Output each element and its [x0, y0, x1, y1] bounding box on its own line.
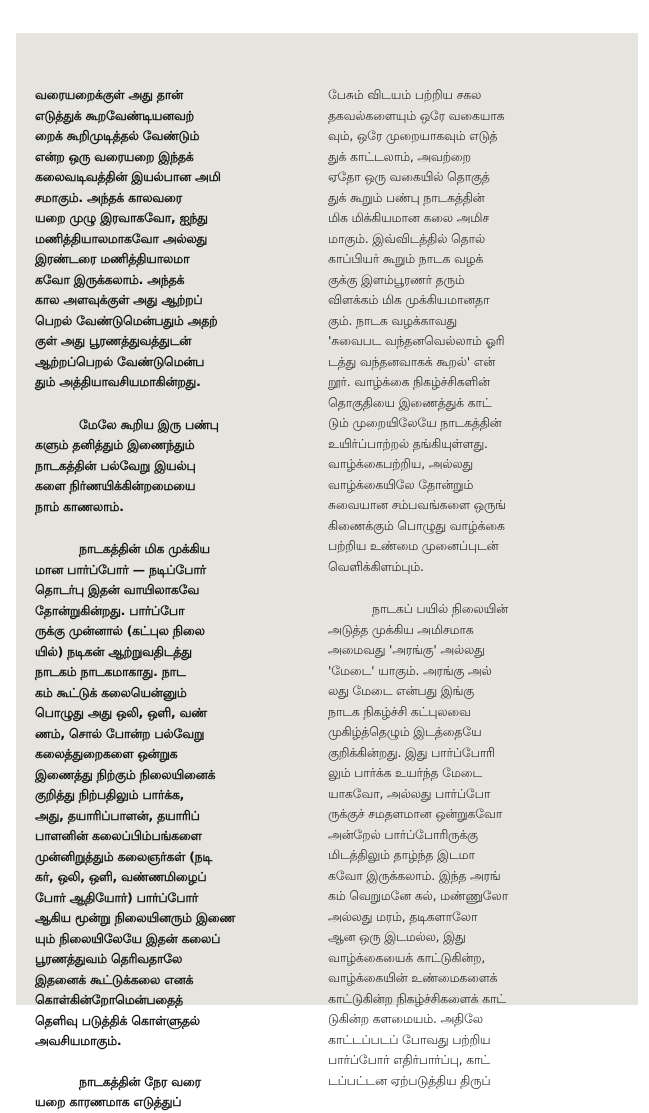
- text-line: லது மேடை என்பது இங்கு: [328, 683, 474, 698]
- text-line: நாடகப் பயில் நிலையின்: [372, 601, 508, 616]
- text-line: காட்டப்படப் போவது பற்றிய: [328, 1031, 491, 1047]
- text-line: லும் பார்க்க உயர்ந்த மேடை: [328, 765, 483, 780]
- text-line: டுகின்ற களமையம். அதிலே: [328, 1011, 483, 1026]
- text-line: கவோ இருக்கலாம். இந்த அரங்: [328, 867, 501, 883]
- paragraph-subject-info: [328, 85, 616, 577]
- text-line: ஆற்றப்பெறல் வேண்டுமென்ப: [35, 353, 205, 369]
- text-line: நாடகத்தின் பல்வேறு இயல்பு: [35, 457, 196, 473]
- text-line: யறை காரணமாக எடுத்துப்: [35, 1094, 182, 1109]
- text-line: 'சுவைபட வந்தனவெல்லாம் ஓரி: [328, 333, 505, 348]
- text-line: கும். நாடக வழக்காவது: [328, 312, 457, 328]
- paragraph-gap: [35, 1052, 307, 1072]
- text-line: மாகும். இவ்விடத்தில் தொல்: [328, 230, 486, 246]
- text-line: மேலே கூறிய இரு பண்பு: [79, 416, 219, 432]
- text-line: வாழ்க்கையிலே தோன்றும்: [328, 476, 474, 492]
- text-line: டத்து வந்தனவாகக் கூறல்' என்: [328, 353, 496, 369]
- text-line: யறை முழு இரவாகவோ, ஐந்து: [35, 210, 208, 225]
- text-line: அல்லது மரம், தடிகளாலோ: [328, 908, 478, 924]
- text-line: கலைத்துறைகளை ஒன்றுக: [35, 746, 178, 761]
- text-line: வரையறைக்குள் அது தான்: [35, 87, 183, 102]
- paragraph-gap: [35, 517, 307, 539]
- text-line: தோன்றுகின்றது. பார்ப்போ: [35, 602, 185, 618]
- paragraph-gap: [35, 393, 307, 415]
- text-line: அடுத்த முக்கிய அமிசமாக: [328, 621, 474, 637]
- text-line: தும் அத்தியாவசியமாகின்றது.: [35, 374, 201, 389]
- text-line: இதனைக் கூட்டுக்கலை எனக்: [35, 971, 194, 987]
- text-line: எடுத்துக் கூறவேண்டியனவற்: [35, 107, 194, 123]
- text-line: அது, தயாரிப்பாளன், தயாரிப்: [35, 807, 200, 823]
- paragraph-gap: [328, 577, 616, 599]
- text-line: கால அளவுக்குள் அது ஆற்றப்: [35, 292, 203, 307]
- text-line: பொழுது அது ஒலி, ஒளி, வண்: [35, 705, 207, 720]
- text-line: உயிர்ப்பாற்றல் தங்கியுள்ளது.: [328, 435, 488, 451]
- text-line: பற்றிய உண்மை முனைப்புடன்: [328, 538, 499, 553]
- text-line: மணித்தியாலமாகவோ அல்லது: [35, 230, 208, 246]
- text-line: வாழ்க்கைபற்றிய, அல்லது: [328, 456, 473, 471]
- text-line: யும் நிலையிலேயே இதன் கலைப்: [35, 930, 221, 946]
- text-line: யாகவோ, அல்லது பார்ப்போ: [328, 785, 491, 801]
- text-line: ஆன ஒரு இடமல்ல, இது: [328, 929, 466, 944]
- text-line: கம் வெறுமனே கல், மண்ணுலோ: [328, 888, 508, 903]
- text-line: வெளிக்கிளம்பும்.: [328, 558, 424, 574]
- text-line: ருக்குச் சமதளமான ஒன்றுகவோ: [328, 806, 503, 821]
- text-line: என்ற ஒரு வரையறை இந்தக்: [35, 148, 194, 164]
- text-line: தெளிவு படுத்திக் கொள்ளுதல்: [35, 1012, 200, 1028]
- text-line: அமைவது 'அரங்கு' அல்லது: [328, 642, 485, 657]
- text-line: றூர். வாழ்க்கை நிகழ்ச்சிகளின்: [328, 374, 490, 389]
- paragraph-stage: [328, 599, 616, 1091]
- text-line: ஏதோ ஒரு வகையில் தொகுத்: [328, 169, 490, 184]
- text-line: ணம், சொல் போன்ற பல்வேறு: [35, 725, 205, 741]
- right-column: [328, 85, 616, 1091]
- text-line: ஆகிய மூன்று நிலையினரும் இணை: [35, 910, 236, 925]
- text-line: றைக் கூறிமுடித்தல் வேண்டும்: [35, 128, 200, 143]
- text-line: துக் கூறும் பண்பு நாடகத்தின்: [328, 189, 485, 205]
- text-line: வும், ஒரே முறையாகவும் எடுத்: [328, 128, 498, 143]
- text-line: கிணைக்கும் பொழுது வாழ்க்கை: [328, 517, 505, 533]
- text-line: டும் முறையிலேயே நாடகத்தின்: [328, 415, 502, 430]
- text-line: இரண்டரை மணித்தியாலமா: [35, 251, 190, 266]
- text-line: யில்) நடிகன் ஆற்றுவதிடத்து: [35, 643, 192, 659]
- text-line: பேசும் விடயம் பற்றிய சகல: [328, 87, 482, 102]
- paragraph-two-qualities: [35, 415, 307, 518]
- scanned-page: [16, 33, 638, 1109]
- paragraph-audience-actor: [35, 539, 307, 1052]
- text-line: குள் அது பூரணத்துவத்துடன்: [35, 333, 192, 348]
- text-line: பாளனின் கலைப்பிம்பங்களை: [35, 828, 202, 843]
- text-line: குறித்து நிற்பதிலும் பார்க்க,: [35, 787, 185, 802]
- text-line: நாடக நிகழ்ச்சி கட்புலவை: [328, 703, 471, 719]
- left-column: [35, 85, 307, 1113]
- text-line: பார்ப்போர் எதிர்பார்ப்பு, காட்: [328, 1052, 490, 1067]
- text-line: மான பார்ப்போர் — நடிப்போர்: [35, 561, 206, 577]
- paragraph-time-limit: [35, 85, 307, 393]
- text-line: காட்டுகின்ற நிகழ்ச்சிகளைக் காட்: [328, 990, 506, 1006]
- text-line: நாடகத்தின் நேர வரை: [79, 1073, 201, 1089]
- text-line: அன்றேல் பார்ப்போரிருக்கு: [328, 826, 478, 842]
- text-line: முன்னிறுத்தும் கலைஞர்கள் (நடி: [35, 848, 213, 864]
- text-line: 'மேடை' யாகும். அரங்கு அல்: [328, 662, 492, 678]
- paragraph-time-constraint: [35, 1072, 307, 1113]
- text-line: சமாகும். அந்தக் காலவரை: [35, 189, 182, 205]
- text-line: போர் ஆதியோர்) பார்ப்போர்: [35, 889, 198, 905]
- text-line: பெறல் வேண்டுமென்பதும் அதற்: [35, 312, 218, 328]
- text-line: நாம் காணலாம்.: [35, 498, 124, 514]
- text-line: இணைத்து நிற்கும் நிலையினைக்: [35, 766, 216, 782]
- text-line: கவோ இருக்கலாம். அந்தக்: [35, 271, 185, 287]
- text-line: டப்பட்டன ஏற்படுத்திய திருப்: [328, 1072, 491, 1088]
- text-line: குறிக்கின்றது. இது பார்ப்போரி: [328, 744, 495, 760]
- text-line: கொள்கின்றோமென்பதைத்: [35, 992, 183, 1007]
- text-line: தகவல்களையும் ஒரே வகையாக: [328, 107, 505, 123]
- text-line: வாழ்க்கையின் உண்மைகளைக்: [328, 970, 498, 985]
- text-line: குக்கு இளம்பூரணர் தரும்: [328, 271, 465, 287]
- text-line: நாடகத்தின் மிக முக்கிய: [79, 541, 210, 556]
- text-line: காப்பியர் கூறும் நாடக வழக்: [328, 251, 484, 266]
- text-line: கர், ஒலி, ஒளி, வண்ணமிழைப்: [35, 869, 207, 884]
- text-line: தொடர்பு இதன் வாயிலாகவே: [35, 582, 200, 597]
- text-line: மிக மிக்கியமான கலை அமிச: [328, 210, 489, 225]
- text-line: கலைவடிவத்தின் இயல்பான அமி: [35, 169, 221, 184]
- text-line: களும் தனித்தும் இணைந்தும்: [35, 437, 195, 452]
- text-line: பூரணத்துவம் தெரிவதாலே: [35, 951, 183, 966]
- text-line: களை நிர்ணயிக்கின்றமையை: [35, 478, 196, 493]
- text-line: மிடத்திலும் தாழ்ந்த இடமா: [328, 847, 475, 862]
- text-line: ருக்கு முன்னால் (கட்புல நிலை: [35, 623, 205, 638]
- text-line: வாழ்க்கையைக் காட்டுகின்ற,: [328, 949, 486, 965]
- text-line: கம் கூட்டுக் கலையென்னும்: [35, 684, 187, 700]
- text-line: விளக்கம் மிக முக்கியமானதா: [328, 292, 490, 307]
- text-line: சுவையான சம்பவங்களை ஒருங்: [328, 497, 506, 512]
- text-line: அவசியமாகும்.: [35, 1033, 122, 1048]
- text-line: முகிழ்த்தெழும் இடத்தையே: [328, 724, 482, 739]
- text-line: நாடகம் நாடகமாகாது. நாட: [35, 664, 186, 679]
- text-line: துக் காட்டலாம், அவற்றை: [328, 148, 471, 164]
- text-line: தொகுதியை இணைத்துக் காட்: [328, 394, 492, 410]
